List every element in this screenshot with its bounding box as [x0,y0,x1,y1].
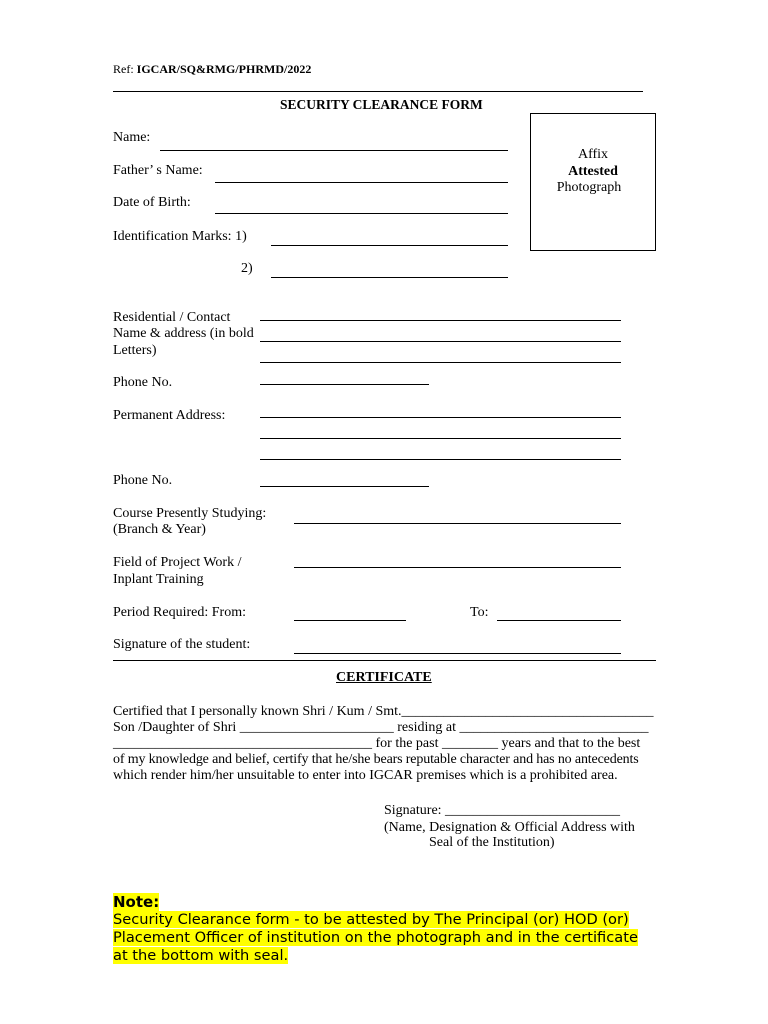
dob-label: Date of Birth: [113,195,191,210]
period-from-label: Period Required: From: [113,605,246,620]
photo-attested: Attested [568,164,618,179]
certificate-text [113,704,658,784]
father-name-field[interactable] [215,182,508,183]
certifier-designation-1: (Name, Designation & Official Address with [384,820,635,835]
dob-field[interactable] [215,213,508,214]
project-label-2: Inplant Training [113,572,204,587]
certificate-line-1: Certified that I personally known Shri / Kum / Smt.____________________________________ [113,704,654,719]
course-label-2: (Branch & Year) [113,522,206,537]
note-line-3: at the bottom with seal. [113,947,289,964]
permanent-address-field-1[interactable] [260,417,621,418]
photo-box [530,113,656,251]
form-title: SECURITY CLEARANCE FORM [280,97,483,112]
residential-label-3: Letters) [113,343,157,358]
note-block [113,893,658,965]
note-line-1: Security Clearance form - to be attested by The Principal (or) HOD (or) [113,911,629,928]
id-marks-field-2[interactable] [271,277,508,278]
name-label: Name: [113,130,151,145]
course-field[interactable] [294,523,621,524]
phone-field-1[interactable] [260,384,429,385]
photo-affix: Affix [577,147,609,162]
residential-field-1[interactable] [260,320,621,321]
course-label-1: Course Presently Studying: [113,506,267,521]
ref-number: IGCAR/SQ&RMG/PHRMD/2022 [136,62,312,76]
photo-photograph: Photograph [556,180,622,195]
name-field[interactable] [160,150,508,151]
residential-label-1: Residential / Contact [113,310,231,325]
id-marks-label: Identification Marks: 1) [113,229,247,244]
project-label-1: Field of Project Work / [113,555,242,570]
certifier-designation-2: Seal of the Institution) [429,835,555,850]
phone-field-2[interactable] [260,486,429,487]
period-to-field[interactable] [497,620,621,621]
project-field[interactable] [294,567,621,568]
certificate-line-2: Son /Daughter of Shri ______________________ residing at ___________________________ [113,720,649,735]
period-from-field[interactable] [294,620,406,621]
residential-label-2: Name & address (in bold [113,326,254,341]
certificate-line-5: which render him/her unsuitable to enter into IGCAR premises which is a prohibited area. [113,768,618,783]
note-line-2: Placement Officer of institution on the photograph and in the certificate [113,929,638,946]
period-to-label: To: [470,605,489,620]
residential-field-2[interactable] [260,341,621,342]
note-heading: Note: [113,893,160,911]
id-marks-label-2: 2) [241,261,253,276]
id-marks-field-1[interactable] [271,245,508,246]
permanent-address-field-2[interactable] [260,438,621,439]
certifier-signature: Signature: _________________________ [384,803,621,818]
signature-student-field[interactable] [294,653,621,654]
section-divider [113,660,656,661]
signature-student-label: Signature of the student: [113,637,251,652]
phone-label-1: Phone No. [113,375,173,390]
father-name-label: Father’ s Name: [113,163,203,178]
certificate-line-4: of my knowledge and belief, certify that he/she bears reputable character and has no antecedents [113,752,639,767]
phone-label-2: Phone No. [113,473,173,488]
ref-label: Ref: [113,62,134,76]
certificate-heading: CERTIFICATE [336,670,432,685]
header-rule [113,91,643,92]
residential-field-3[interactable] [260,362,621,363]
permanent-address-field-3[interactable] [260,459,621,460]
ref-line [113,62,311,77]
certificate-line-3: _____________________________________ for the past ________ years and that to the best [113,736,641,751]
permanent-address-label: Permanent Address: [113,408,226,423]
